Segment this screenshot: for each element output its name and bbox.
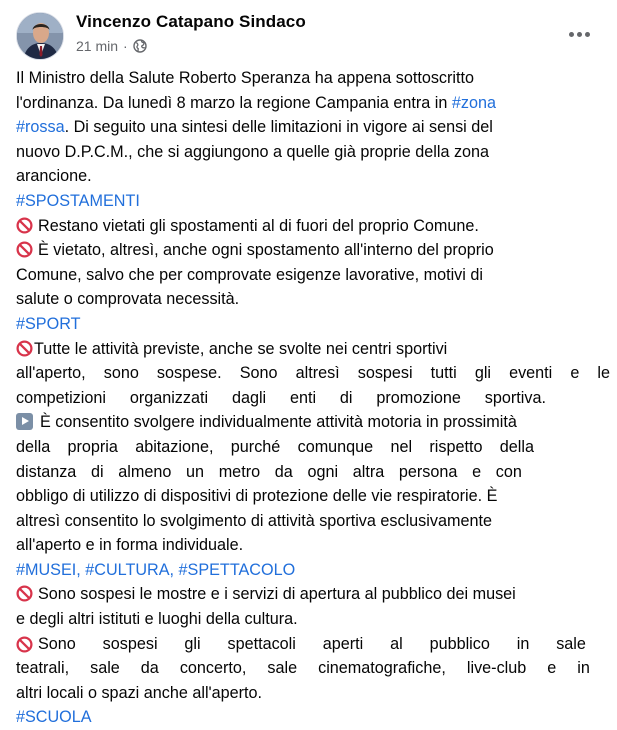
post-header	[0, 0, 617, 68]
post-time[interactable]: 21 min	[76, 38, 119, 54]
text-segment: Sono sospesi le mostre e i servizi di apertura al pubblico dei musei	[38, 585, 516, 604]
word: promozione	[376, 388, 461, 407]
word: sale	[267, 659, 298, 678]
text-segment: È vietato, altresì, anche ogni spostamento all'interno del proprio	[38, 241, 494, 260]
hashtag-spettacolo[interactable]: #SPETTACOLO	[178, 560, 296, 579]
word: tutti	[430, 364, 457, 383]
word: competizioni	[16, 388, 106, 407]
avatar[interactable]	[16, 12, 64, 60]
text-line: Il Ministro della Salute Roberto Speranza ha appena sottoscritto	[16, 69, 475, 87]
word: pubblico	[429, 634, 490, 653]
text-line	[16, 91, 607, 116]
text-line	[16, 386, 546, 411]
text-line: altri locali o spazi anche all'aperto.	[16, 683, 263, 702]
text-segment: Tutte le attività previste, anche se svolte nei centri sportivi	[34, 339, 448, 358]
hashtag-zona[interactable]: #zona	[451, 93, 497, 112]
text-line	[16, 189, 607, 214]
word: distanza	[16, 462, 77, 481]
word: live-club	[466, 659, 527, 678]
text-segment: Restano vietati gli spostamenti al di fuori del proprio Comune.	[38, 216, 479, 235]
word: sale	[556, 634, 586, 653]
word: gli	[184, 634, 201, 653]
prohibited-icon	[16, 636, 33, 653]
meta-separator: ·	[123, 38, 128, 54]
hashtag-separator: ,	[169, 560, 179, 579]
prohibited-icon	[16, 585, 33, 602]
word: della	[16, 437, 51, 456]
hashtag-rossa[interactable]: #rossa	[16, 118, 65, 137]
text-line	[16, 361, 610, 386]
word: un	[186, 462, 205, 481]
word: ogni	[307, 462, 339, 481]
text-line: all'aperto e in forma individuale.	[16, 536, 244, 555]
word: sospesi	[357, 364, 413, 383]
word: organizzati	[129, 388, 209, 407]
word: al	[390, 634, 403, 653]
text-line: Comune, salvo che per comprovate esigenze lavorative, motivi di	[16, 265, 483, 284]
text-line	[16, 460, 522, 485]
word: sportiva.	[484, 388, 546, 407]
text-line: nuovo D.P.C.M., che si aggiungono a quelle già proprie della zona	[16, 142, 490, 161]
word: teatrali,	[16, 659, 70, 678]
word: nel	[390, 437, 413, 456]
word: almeno	[118, 462, 172, 481]
author-name[interactable]: Vincenzo Catapano Sindaco	[76, 12, 306, 31]
word: concerto,	[179, 659, 247, 678]
text-segment: È consentito svolgere individualmente attività motoria in prossimità	[40, 413, 517, 432]
play-button-icon	[16, 413, 33, 430]
word: all'aperto,	[16, 364, 86, 383]
hashtag-musei[interactable]: #MUSEI	[16, 560, 77, 579]
word: cinematografiche,	[318, 659, 446, 678]
text-line	[16, 705, 607, 730]
text-line: obbligo di utilizzo di dispositivi di protezione delle vie respiratorie. È	[16, 487, 498, 506]
text-line	[16, 410, 607, 435]
text-line	[16, 115, 607, 140]
prohibited-icon	[16, 241, 33, 258]
text-line	[16, 632, 586, 657]
word: Sono	[239, 364, 278, 383]
word: sospesi	[102, 634, 158, 653]
globe-icon[interactable]	[133, 39, 147, 53]
word: con	[495, 462, 522, 481]
hashtag-sport[interactable]: #SPORT	[16, 314, 81, 333]
hashtag-separator: ,	[76, 560, 86, 579]
word: aperti	[322, 634, 364, 653]
text-line: salute o comprovata necessità.	[16, 290, 240, 309]
text-line	[16, 312, 607, 337]
word: eventi	[509, 364, 553, 383]
word: altresì	[295, 364, 340, 383]
word: in	[577, 659, 590, 678]
text-segment: . Di seguito una sintesi delle limitazioni in vigore ai sensi del	[64, 118, 493, 137]
word: metro	[218, 462, 261, 481]
prohibited-icon	[16, 340, 33, 357]
word: persona	[398, 462, 458, 481]
hashtag-scuola[interactable]: #SCUOLA	[16, 708, 92, 727]
word: in	[516, 634, 530, 653]
word: sale	[90, 659, 120, 678]
post-meta	[76, 38, 147, 54]
word: della	[499, 437, 534, 456]
word: enti	[289, 388, 317, 407]
hashtag-cultura[interactable]: #CULTURA	[85, 560, 170, 579]
prohibited-icon	[16, 217, 33, 234]
word: e	[570, 364, 580, 383]
word: di	[339, 388, 353, 407]
more-options-icon[interactable]	[565, 20, 593, 48]
text-line	[16, 238, 607, 263]
word: comunque	[297, 437, 374, 456]
word: propria	[67, 437, 118, 456]
text-segment	[38, 632, 586, 657]
text-segment: l'ordinanza. Da lunedì 8 marzo la regione Campania entra in	[16, 93, 452, 112]
word: da	[274, 462, 293, 481]
word: e	[547, 659, 557, 678]
text-line	[16, 656, 590, 681]
word: gli	[474, 364, 492, 383]
text-line: e degli altri istituti e luoghi della cultura.	[16, 610, 298, 629]
text-line	[16, 214, 607, 239]
word: rispetto	[429, 437, 483, 456]
word: spettacoli	[227, 634, 296, 653]
word: Sono	[38, 634, 76, 653]
word: dagli	[231, 388, 267, 407]
word: purché	[230, 437, 281, 456]
text-line	[16, 558, 607, 583]
text-line	[16, 582, 607, 607]
word: e	[472, 462, 482, 481]
word: abitazione,	[135, 437, 214, 456]
text-line: arancione.	[16, 167, 92, 186]
word: sono	[103, 364, 139, 383]
text-line	[16, 435, 534, 460]
word: le	[597, 364, 610, 383]
word: da	[140, 659, 159, 678]
hashtag-spostamenti[interactable]: #SPOSTAMENTI	[16, 191, 140, 210]
post-body	[16, 66, 610, 730]
text-line	[16, 337, 607, 362]
text-line: altresì consentito lo svolgimento di attività sportiva esclusivamente	[16, 511, 492, 530]
word: sospese.	[156, 364, 222, 383]
word: di	[90, 462, 104, 481]
word: altra	[352, 462, 385, 481]
